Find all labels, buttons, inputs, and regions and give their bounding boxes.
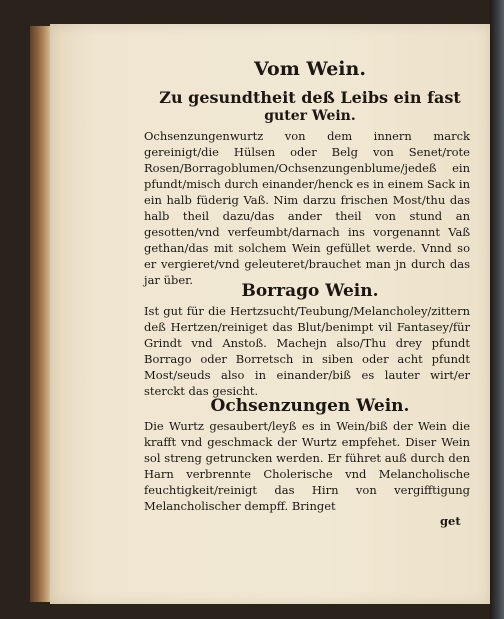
recipe-paragraph-3: Die Wurtz gesaubert/leyß es in Wein/biß der Wein die krafft vnd geschmack der Wurtz empfehet. Diser Wein sol streng getruncken werden. Er führet auß durch den Harn verbrennte Cholerische vnd Melancholische feuchtigkeit/reinigt das Hirn von vergifftigung Melancholischer dempff. Bringet bbox=[144, 419, 470, 513]
adjacent-page-edge bbox=[490, 0, 504, 619]
book-edge bbox=[30, 26, 52, 602]
page-title: Vom Wein. bbox=[254, 58, 366, 80]
recipe-title-line-1: Zu gesundtheit deß Leibs ein fast bbox=[159, 88, 461, 107]
recipe-title-line-2: guter Wein. bbox=[264, 108, 356, 124]
section-heading-borrago: Borrago Wein. bbox=[241, 281, 379, 301]
recipe-paragraph-1: Ochsenzungenwurtz von dem innern marck gereinigt/die Hülsen oder Belg von Senet/rote Rosen/Borragoblumen/Ochsenzungenblume/jedeß ein pfundt/misch durch einander/henck es in einem Sack in ein halb füderig Vaß. Nim darzu frischen Most/thu das halb theil dazu/das ander theil von stund an gesotten/vnd verfeumbt/darnach ins vorgenannt Vaß gethan/das mit solchem Wein gefüllet werde. Vnnd so er vergieret/vnd geleuteret/brauchet man jn durch das jar über. bbox=[144, 129, 470, 287]
catchword: get bbox=[440, 514, 461, 528]
recipe-paragraph-2: Ist gut für die Hertzsucht/Teubung/Melancholey/zittern deß Hertzen/reiniget das Blut/benimpt vil Fantasey/für Grindt vnd Anstoß. Machejn also/Thu drey pfundt Borrago oder Borretsch in siben oder acht pfundt Most/seuds also in einander/biß es lauter wirt/er sterckt das gesicht. bbox=[144, 304, 470, 398]
section-heading-ochsenzungen: Ochsenzungen Wein. bbox=[210, 396, 410, 416]
